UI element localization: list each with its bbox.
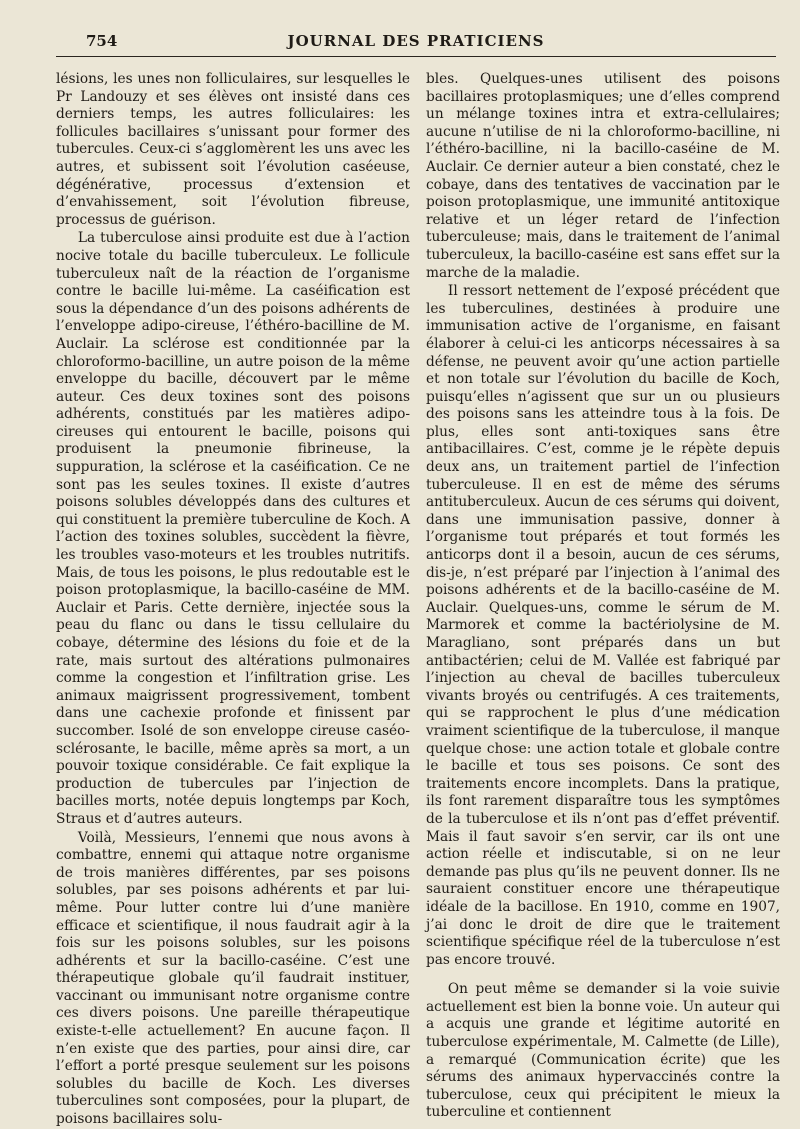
page-number: 754 (86, 32, 118, 50)
paragraph: lésions, les unes non folliculaires, sur lesquelles le Pr Landouzy et ses élèves ont insisté dans ces derniers temps, les autres folliculaires: les follicules bacillaires s’unissant pour former des tubercules. Ceux-ci s’agglomèrent les uns avec les autres, et subissent soit l’évolution caséeuse, dégénérative, processus d’extension et d’envahissement, soit l’évolution fibreuse, processus de guérison. (56, 71, 410, 228)
text-columns (56, 71, 780, 1129)
paragraph: La tuberculose ainsi produite est due à l’action nocive totale du bacille tuberculeux. Le follicule tuberculeux naît de la réaction de l’organisme contre le bacille lui-même. La caséification est sous la dépendance d’un des poisons adhérents de l’enveloppe adipo-cireuse, l’éthéro-bacilline de M. Auclair. La sclérose est conditionnée par la chloroformo-bacilline, un autre poison de la même enveloppe du bacille, découvert par le même auteur. Ces deux toxines sont des poisons adhérents, constitués par les matières adipo-cireuses qui entourent le bacille, poisons qui produisent la pneumonie fibrineuse, la suppuration, la sclérose et la caséification. Ce ne sont pas les seules toxines. Il existe d’autres poisons solubles développés dans des cultures et qui constituent la première tuberculine de Koch. A l’action des toxines solubles, succèdent la fièvre, les troubles vaso-moteurs et les troubles nutritifs. Mais, de tous les poisons, le plus redoutable est le poison protoplasmique, la bacillo-caséine de MM. Auclair et Paris. Cette dernière, injectée sous la peau du flanc ou dans le tissu cellulaire du cobaye, détermine des lésions du foie et de la rate, mais surtout des altérations pulmonaires comme la congestion et l’infiltration grise. Les animaux maigrissent progressivement, tombent dans une cachexie profonde et finissent par succomber. Isolé de son enveloppe cireuse caséo-sclérosante, le bacille, même après sa mort, a un pouvoir toxique considérable. Ce fait explique la production de tubercules par l’injection de bacilles morts, notée depuis longtemps par Koch, Straus et d’autres auteurs. (56, 230, 410, 827)
paragraph: On peut même se demander si la voie suivie actuellement est bien la bonne voie. Un auteur qui a acquis une grande et légitime autorité en tuberculose expérimentale, M. Calmette (de Lille), a remarqué (Communication écrite) que les sérums des animaux hypervaccinés contre la tuberculose, ceux qui précipitent le mieux la tuberculine et contiennent (426, 981, 780, 1121)
journal-title: JOURNAL DES PRATICIENS (287, 32, 545, 50)
paragraph: Voilà, Messieurs, l’ennemi que nous avons à combattre, ennemi qui attaque notre organisme de trois manières différentes, par ses poisons solubles, par ses poisons adhérents et par lui-même. Pour lutter contre lui d’une manière efficace et scientifique, il nous faudrait agir à la fois sur les poisons solubles, sur les poisons adhérents et sur la bacillo-caséine. C’est une thérapeutique globale qu’il faudrait instituer, vaccinant ou immunisant notre organisme contre ces divers poisons. Une pareille thérapeutique existe-t-elle actuellement? En aucune façon. Il n’en existe que des parties, pour ainsi dire, car l’effort a porté presque seulement sur les poisons solubles du bacille de Koch. Les diverses tuberculines sont composées, pour la plupart, de poisons bacillaires solu- (56, 829, 410, 1128)
paragraph: Il ressort nettement de l’exposé précédent que les tuberculines, destinées à produire une immunisation active de l’organisme, en faisant élaborer à celui-ci les anticorps nécessaires à sa défense, ne peuvent avoir qu’une action partielle et non totale sur l’évolution du bacille de Koch, puisqu’elles n’agissent que sur un ou plusieurs des poisons sans les atteindre tous à la fois. De plus, elles sont anti-toxiques sans être antibacillaires. C’est, comme je le répète depuis deux ans, un traitement partiel de l’infection tuberculeuse. Il en est de même des sérums antituberculeux. Aucun de ces sérums qui doivent, dans une immunisation passive, donner à l’organisme tout préparés et tout formés les anticorps dont il a besoin, aucun de ces sérums, dis-je, n’est préparé par l’injection à l’animal des poisons adhérents et de la bacillo-caséine de M. Auclair. Quelques-uns, comme le sérum de M. Marmorek et comme la bactériolysine de M. Maragliano, sont préparés dans un but antibactérien; celui de M. Vallée est fabriqué par l’injection au cheval de bacilles tuberculeux vivants broyés ou centrifugés. A ces traitements, qui se rapprochent le plus d’une médication vraiment scientifique de la tuberculose, il manque quelque chose: une action totale et globale contre le bacille et tous ses poisons. Ce sont des traitements encore incomplets. Dans la pratique, ils font rarement disparaître tous les symptômes de la tuberculose et ils n’ont pas d’effet préventif. Mais il faut savoir s’en servir, car ils ont une action réelle et indiscutable, si on ne leur demande pas plus qu’ils ne peuvent donner. Ils ne sauraient constituer encore une thérapeutique idéale de la bacillose. En 1910, comme en 1907, j’ai donc le droit de dire que le traitement scientifique spécifique réel de la tuberculose n’est pas encore trouvé. (426, 283, 780, 968)
left-column (56, 71, 410, 1129)
paragraph: bles. Quelques-unes utilisent des poisons bacillaires protoplasmiques; une d’elles comprend un mélange toxines intra et extra-cellulaires; aucune n’utilise de ni la chloroformo-bacilline, ni l’éthéro-bacilline, ni la bacillo-caséine de M. Auclair. Ce dernier auteur a bien constaté, chez le cobaye, dans des tentatives de vaccination par le poison protoplasmique, une immunité antitoxique relative et un léger retard de l’infection tuberculeuse; mais, dans le traitement de l’animal tuberculeux, la bacillo-caséine est sans effet sur la marche de la maladie. (426, 71, 780, 281)
page-header (56, 22, 776, 57)
right-column (426, 71, 780, 1129)
